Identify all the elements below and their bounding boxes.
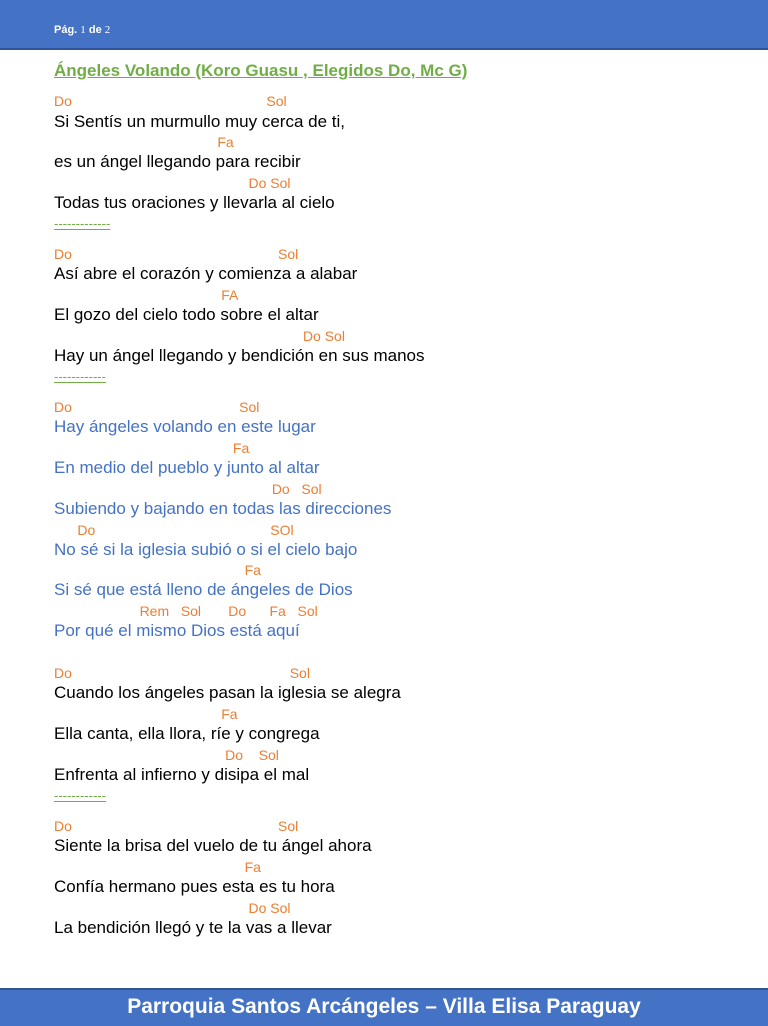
page-of: de <box>88 24 102 36</box>
chord-line: Fa <box>54 706 238 722</box>
lyric-line: Cuando los ángeles pasan la iglesia se alegra <box>54 683 401 702</box>
page-total: 2 <box>104 24 111 36</box>
page-current: 1 <box>80 24 86 36</box>
chord-line: Do Sol <box>54 747 279 763</box>
chord-line: Fa <box>54 134 234 150</box>
lyric-line: Si Sentís un murmullo muy cerca de ti, <box>54 112 346 131</box>
separator-line: ------------- <box>54 216 111 231</box>
separator-line: ------------ <box>54 369 106 384</box>
lyric-line: Todas tus oraciones y llevarla al cielo <box>54 193 335 212</box>
chord-line: Do Sol <box>54 246 299 262</box>
chord-line: Do Sol <box>54 818 299 834</box>
chord-line: Do Sol <box>54 900 291 916</box>
chord-line: Do Sol <box>54 175 291 191</box>
chorus-lyric-line: Por qué el mismo Dios está aquí <box>54 621 300 640</box>
lyric-line: Siente la brisa del vuelo de tu ángel ahora <box>54 836 372 855</box>
song-title: Ángeles Volando (Koro Guasu , Elegidos Do, Mc G) <box>54 61 468 80</box>
lyric-line: es un ángel llegando para recibir <box>54 152 301 171</box>
lyric-line: Enfrenta al infierno y disipa el mal <box>54 765 310 784</box>
chord-line: Fa <box>54 859 261 875</box>
chorus-lyric-line: En medio del pueblo y junto al altar <box>54 458 320 477</box>
lyric-line: Hay un ángel llegando y bendición en sus manos <box>54 346 425 365</box>
chord-line: Do Sol <box>54 328 345 344</box>
chorus-lyric-line: Hay ángeles volando en este lugar <box>54 417 316 436</box>
lyric-line: La bendición llegó y te la vas a llevar <box>54 918 332 937</box>
footer-bar <box>0 988 768 1026</box>
lyric-line: Confía hermano pues esta es tu hora <box>54 877 335 896</box>
lyric-line: Ella canta, ella llora, ríe y congrega <box>54 724 320 743</box>
chord-line: Do Sol <box>54 399 260 415</box>
chord-line: FA <box>54 287 239 303</box>
header-bar <box>0 0 768 50</box>
chord-line: Fa <box>54 562 261 578</box>
separator-line: ------------ <box>54 788 106 803</box>
page-number <box>54 24 110 36</box>
chord-line: Do Sol <box>54 665 310 681</box>
chorus-lyric-line: Si sé que está lleno de ángeles de Dios <box>54 580 353 599</box>
chord-line: Do Sol <box>54 481 322 497</box>
lyric-line: El gozo del cielo todo sobre el altar <box>54 305 319 324</box>
lyric-line: Así abre el corazón y comienza a alabar <box>54 264 358 283</box>
footer-text: Parroquia Santos Arcángeles – Villa Elisa Paraguay <box>127 995 641 1018</box>
chorus-lyric-line: No sé si la iglesia subió o si el cielo bajo <box>54 540 358 559</box>
page-prefix: Pág. <box>54 24 78 36</box>
chorus-lyric-line: Subiendo y bajando en todas las direcciones <box>54 499 392 518</box>
chord-line: Do Sol <box>54 93 287 109</box>
chord-line: Fa <box>54 440 250 456</box>
chord-line: Do SOl <box>54 522 294 538</box>
chord-line: Rem Sol Do Fa Sol <box>54 603 318 619</box>
